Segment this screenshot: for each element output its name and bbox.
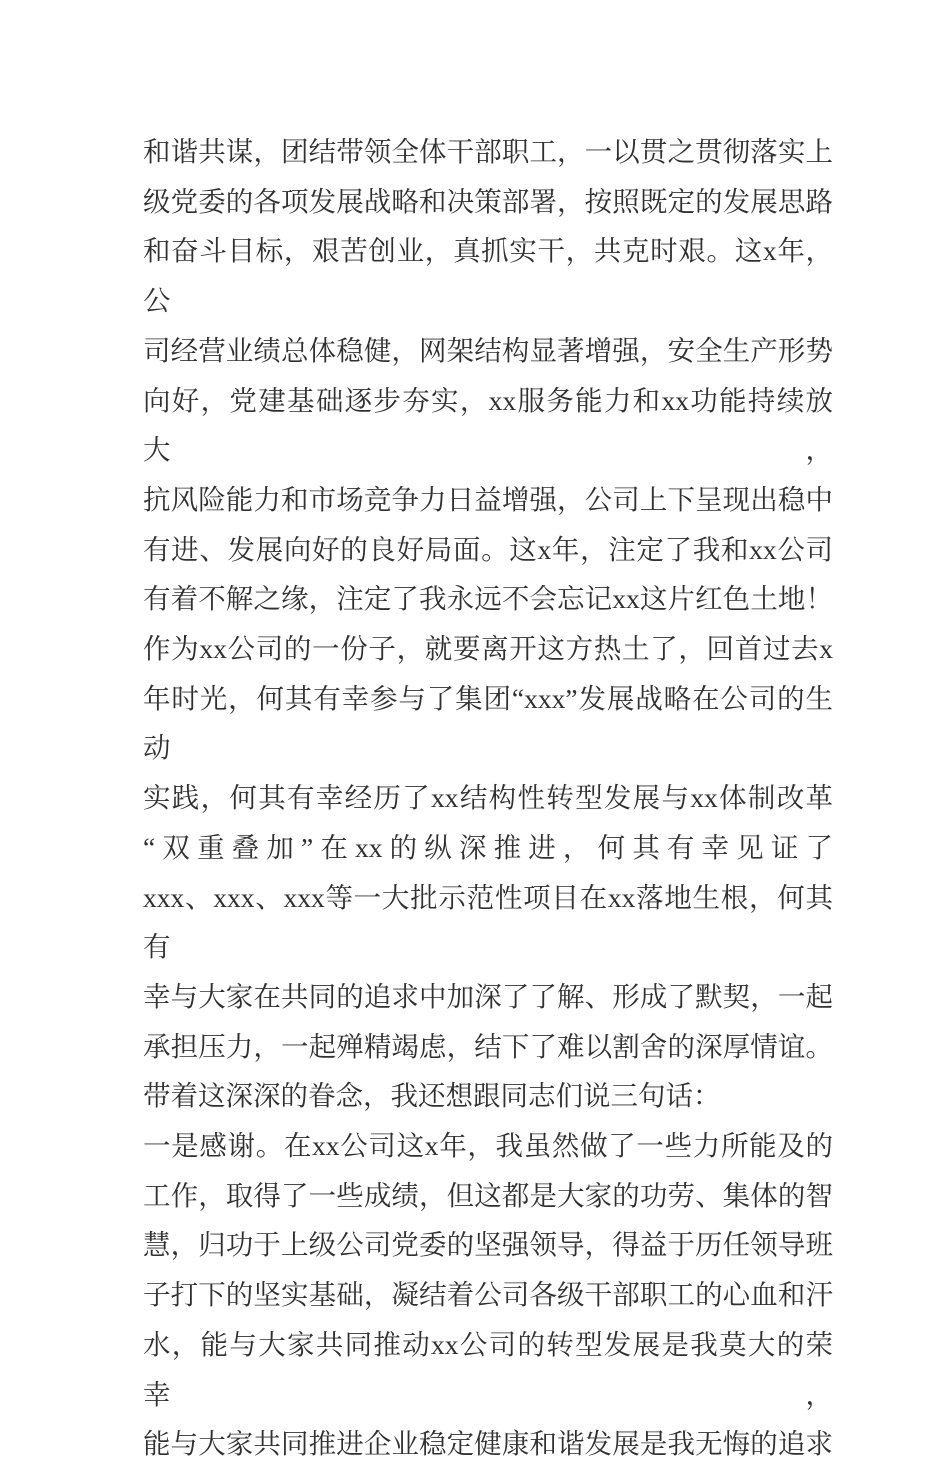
text-line: 有进、发展向好的良好局面。这x年，注定了我和xx公司: [143, 533, 833, 565]
text-line: 实践，何其有幸经历了xx结构性转型发展与xx体制改革: [143, 782, 833, 814]
text-line: 一是感谢。在xx公司这x年，我虽然做了一些力所能及的: [143, 1130, 833, 1162]
text-block: [143, 127, 833, 1469]
text-line-paragraph-end: 带着这深深的眷念，我还想跟同志们说三句话：: [143, 1080, 721, 1112]
text-line: 有着不解之缘，注定了我永远不会忘记xx这片红色土地！: [143, 583, 833, 615]
text-line: 向好，党建基础逐步夯实，xx服务能力和xx功能持续放大，: [143, 384, 833, 466]
text-line: 能与大家共同推进企业稳定健康和谐发展是我无悔的追求: [143, 1428, 833, 1460]
text-line: 承担压力，一起殚精竭虑，结下了难以割舍的深厚情谊。: [143, 1030, 833, 1062]
text-line-stretched: “双重叠加”在xx的纵深推进，何其有幸见证了: [143, 831, 833, 863]
text-line: 慧，归功于上级公司党委的坚强领导，得益于历任领导班: [143, 1229, 833, 1261]
text-line: 水，能与大家共同推动xx公司的转型发展是我莫大的荣幸，: [143, 1328, 833, 1410]
text-line: 作为xx公司的一份子，就要离开这方热土了，回首过去x: [143, 633, 833, 665]
text-line: 和谐共谋，团结带领全体干部职工，一以贯之贯彻落实上: [143, 136, 833, 167]
text-line: 抗风险能力和市场竞争力日益增强，公司上下呈现出稳中: [143, 483, 833, 515]
text-line: 级党委的各项发展战略和决策部署，按照既定的发展思路: [143, 185, 833, 217]
text-line: 年时光，何其有幸参与了集团“xxx”发展战略在公司的生动: [143, 682, 833, 764]
text-line: 子打下的坚实基础，凝结着公司各级干部职工的心血和汗: [143, 1279, 833, 1311]
text-line: xxx、xxx、xxx等一大批示范性项目在xx落地生根，何其有: [143, 881, 833, 963]
text-line: 司经营业绩总体稳健，网架结构显著增强，安全生产形势: [143, 334, 833, 366]
text-line: 和奋斗目标，艰苦创业，真抓实干，共克时艰。这x年，公: [143, 235, 833, 317]
text-line: 工作，取得了一些成绩，但这都是大家的功劳、集体的智: [143, 1179, 833, 1211]
text-line: 幸与大家在共同的追求中加深了了解、形成了默契，一起: [143, 980, 833, 1012]
